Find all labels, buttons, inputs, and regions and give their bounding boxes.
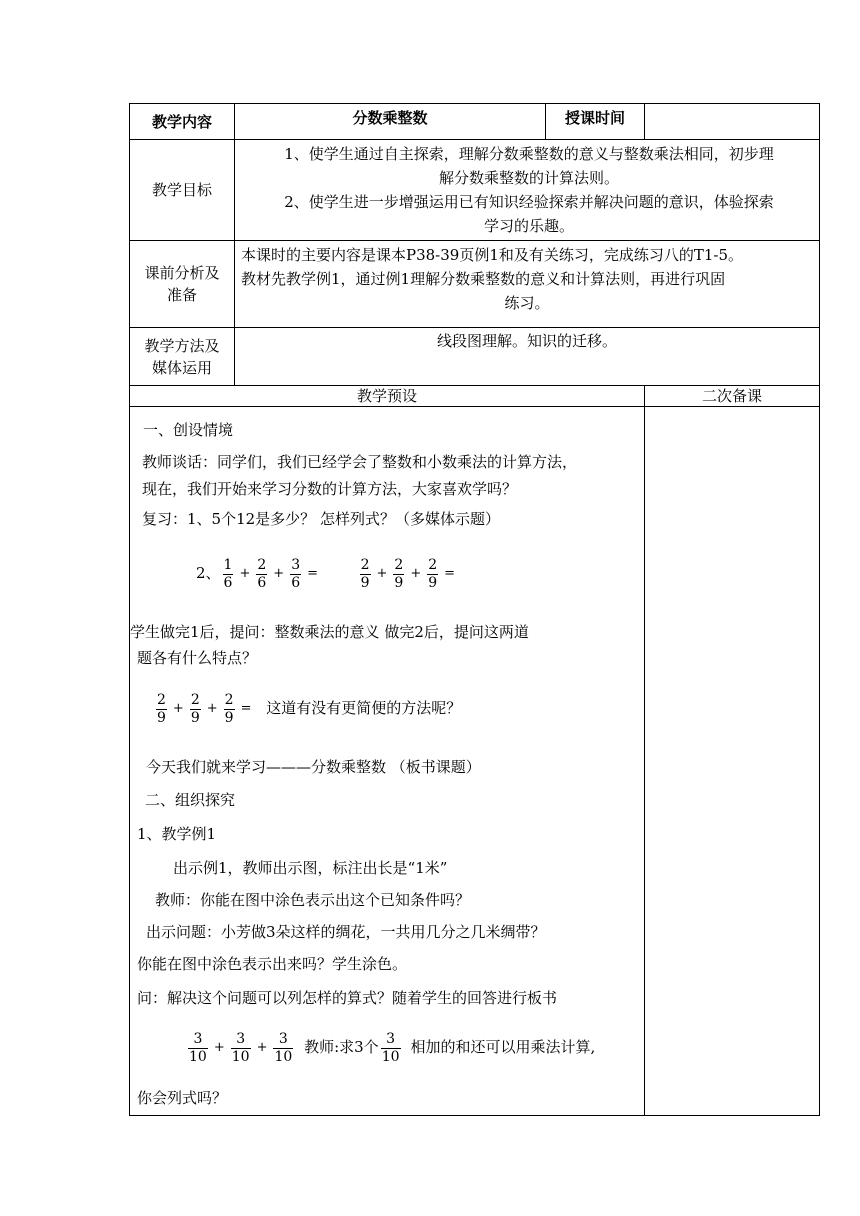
fraction: $\frac{3}{10}$ [231, 1030, 250, 1065]
section-1-title: 一、创设情境 [143, 421, 234, 439]
prep-label [130, 241, 235, 328]
fraction: $\frac{3}{10}$ [274, 1030, 293, 1065]
goals-label: 教学目标 [130, 140, 235, 241]
review-line: 复习：1、5个12是多少？ 怎样列式？（多媒体示题） [142, 510, 500, 528]
time-value [645, 104, 820, 140]
fraction: $\frac{2}{9}$ [428, 556, 438, 591]
fraction: $\frac{2}{6}$ [257, 556, 267, 591]
prep-line-1: 本课时的主要内容是课本P38-39页例1和及有关练习，完成练习八的T1-5。 [241, 246, 744, 264]
intro-line-1: 教师谈话：同学们，我们已经学会了整数和小数乘法的计算方法， [142, 453, 578, 471]
prep-label-line-1: 课前分析及 [144, 264, 220, 282]
design-content [130, 407, 645, 1116]
fraction: $\frac{3}{10}$ [381, 1030, 400, 1065]
prep-row [130, 241, 820, 328]
prep-line-3: 练习。 [504, 294, 550, 312]
method-text: 线段图理解。知识的迁移。 [235, 328, 820, 386]
fraction: $\frac{3}{10}$ [189, 1030, 207, 1065]
goals-row [130, 140, 820, 241]
fraction: $\frac{2}{9}$ [157, 691, 166, 726]
example-1-expression: $\frac{3}{10}$ + $\frac{3}{10}$ + $\frac{3}{10}$ 教师:求3个 $\frac{3}{10}$ 相加的和还可以用乘法计算, [189, 1030, 596, 1065]
time-label: 授课时间 [546, 104, 645, 140]
goals-line-2: 解分数乘整数的计算法则。 [438, 169, 619, 187]
example-1-teacher-prefix: 教师:求3个 [304, 1038, 379, 1056]
lesson-title: 分数乘整数 [235, 104, 546, 140]
header-row [130, 104, 820, 140]
goals-line-1: 1、使学生通过自主探索，理解分数乘整数的意义与整数乘法相同，初步理 [284, 145, 774, 163]
method-label-line-1: 教学方法及 [144, 336, 220, 355]
design-header: 教学预设 [130, 386, 645, 407]
example-1-line-6: 你会列式吗？ [137, 1089, 228, 1107]
example-1-teacher-suffix: 相加的和还可以用乘法计算, [410, 1038, 596, 1056]
lesson-plan-table [129, 103, 820, 1116]
goals-line-4: 学习的乐趣。 [483, 217, 574, 235]
fraction: $\frac{2}{9}$ [394, 556, 404, 591]
fraction: $\frac{2}{9}$ [190, 691, 200, 726]
example-1-line-4: 你能在图中涂色表示出来吗？学生涂色。 [137, 955, 408, 973]
method-row [130, 328, 820, 386]
prep-line-2: 教材先教学例1，通过例1理解分数乘整数的意义和计算法则，再进行巩固 [241, 270, 726, 288]
prep-label-line-2: 准备 [166, 286, 197, 304]
example-1-line-5: 问：解决这个问题可以列怎样的算式？随着学生的回答进行板书 [137, 989, 558, 1007]
example-1-line-3: 出示问题：小芳做3朵这样的绸花，一共用几分之几米绸带？ [146, 923, 546, 941]
discussion-line-2: 题各有什么特点？ [137, 649, 258, 667]
simpler-method-question: 这道有没有更简便的方法呢？ [266, 699, 462, 717]
section-header-row [130, 386, 820, 407]
example-1-line-2: 教师：你能在图中涂色表示出这个已知条件吗？ [155, 891, 471, 909]
example-1-line-1: 出示例1，教师出示图，标注出长是“1米” [173, 859, 448, 877]
review-expression-2: 2、 $\frac{1}{6}$ + $\frac{2}{6}$ + $\frac{3}{6}$ = $\frac{2}{9}$ + $\frac{2}{9}$ + $\frac{2}{9}$ = [196, 556, 456, 591]
second-prep-content [645, 407, 820, 1116]
lesson-topic-line: 今天我们就来学习———分数乘整数 （板书课题） [146, 758, 481, 776]
fraction: $\frac{1}{6}$ [223, 556, 233, 591]
second-prep-header: 二次备课 [645, 386, 820, 407]
section-2-title: 二、组织探究 [145, 791, 236, 809]
method-label-line-2: 媒体运用 [151, 358, 212, 377]
content-label: 教学内容 [130, 104, 235, 140]
method-label [130, 328, 235, 386]
item-number: 2、 [196, 564, 221, 582]
example-1-title: 1、教学例1 [137, 825, 217, 843]
simpler-method-expression: $\frac{2}{9}$ + $\frac{2}{9}$ + $\frac{2}{9}$ = 这道有没有更简便的方法呢？ [157, 691, 462, 726]
intro-line-2: 现在，我们开始来学习分数的计算方法，大家喜欢学吗？ [142, 480, 518, 498]
fraction: $\frac{2}{9}$ [224, 691, 234, 726]
goals-line-3: 2、使学生进一步增强运用已有知识经验探索并解决问题的意识，体验探索 [284, 193, 774, 211]
fraction: $\frac{3}{6}$ [291, 556, 301, 591]
goals-text [235, 140, 820, 241]
fraction: $\frac{2}{9}$ [360, 556, 370, 591]
prep-text [235, 241, 820, 328]
discussion-line-1: 学生做完1后，提问：整数乘法的意义 做完2后，提问这两道 [130, 623, 529, 641]
content-row [130, 407, 820, 1116]
